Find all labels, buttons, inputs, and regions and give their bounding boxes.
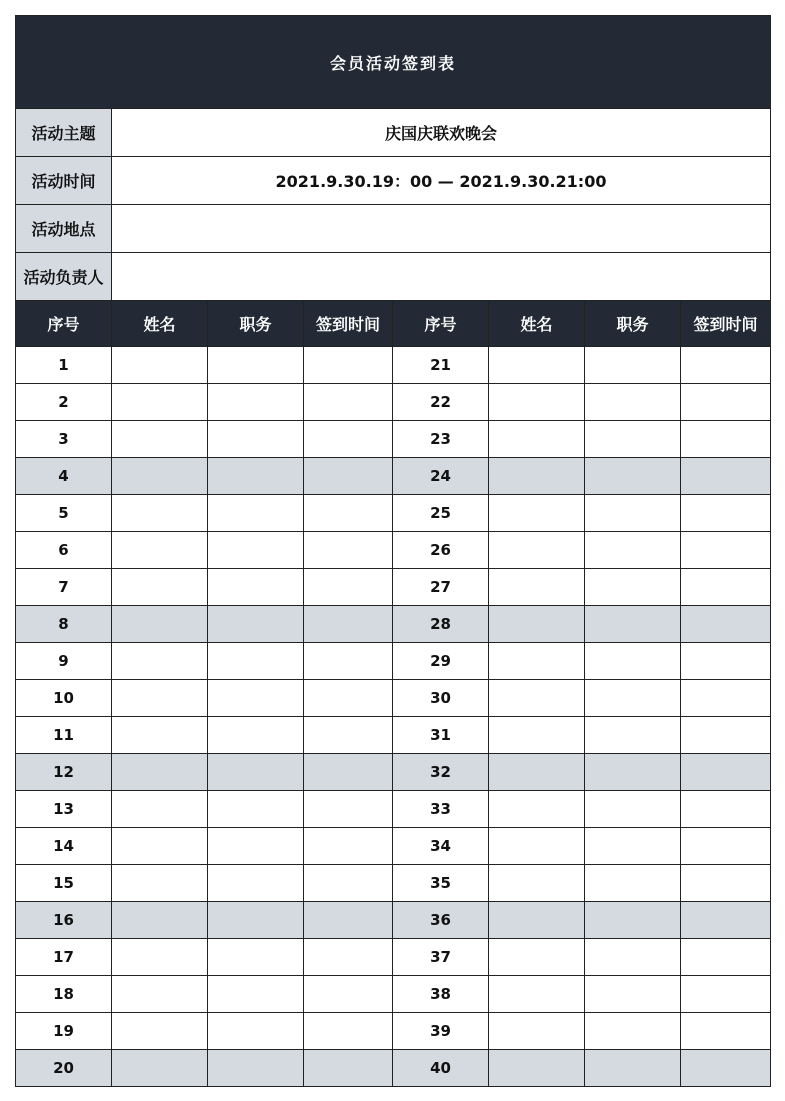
sign-time-cell-right[interactable]: [681, 717, 771, 754]
row-no: 5: [16, 495, 112, 532]
row-no: 10: [16, 680, 112, 717]
name-cell[interactable]: [112, 569, 208, 606]
sign-time-cell-right[interactable]: [681, 458, 771, 495]
row-no-right: 27: [393, 569, 489, 606]
name-cell[interactable]: [112, 1050, 208, 1087]
position-cell[interactable]: [208, 606, 304, 643]
name-cell[interactable]: [112, 865, 208, 902]
table-row: [16, 791, 771, 828]
column-header-no: 序号: [16, 301, 112, 347]
sign-time-cell[interactable]: [304, 680, 393, 717]
sign-time-cell-right[interactable]: [681, 569, 771, 606]
name-cell[interactable]: [112, 347, 208, 384]
row-no-right: 40: [393, 1050, 489, 1087]
row-no-right: 28: [393, 606, 489, 643]
row-no-right: 25: [393, 495, 489, 532]
row-no: 8: [16, 606, 112, 643]
position-cell-right[interactable]: [585, 976, 681, 1013]
sign-time-cell-right[interactable]: [681, 680, 771, 717]
row-no: 7: [16, 569, 112, 606]
name-cell[interactable]: [112, 1013, 208, 1050]
row-no-right: 26: [393, 532, 489, 569]
sign-time-cell[interactable]: [304, 643, 393, 680]
name-cell[interactable]: [112, 902, 208, 939]
position-cell[interactable]: [208, 865, 304, 902]
table-row: [16, 828, 771, 865]
column-header-position: 职务: [208, 301, 304, 347]
name-cell-right[interactable]: [489, 976, 585, 1013]
name-cell-right[interactable]: [489, 1050, 585, 1087]
position-cell[interactable]: [208, 754, 304, 791]
row-no: 17: [16, 939, 112, 976]
sign-time-cell-right[interactable]: [681, 643, 771, 680]
sign-time-cell-right[interactable]: [681, 421, 771, 458]
position-cell[interactable]: [208, 421, 304, 458]
sign-in-sheet: [15, 15, 771, 1087]
table-row: [16, 939, 771, 976]
name-cell-right[interactable]: [489, 1013, 585, 1050]
row-no: 13: [16, 791, 112, 828]
sign-time-cell[interactable]: [304, 939, 393, 976]
row-no: 16: [16, 902, 112, 939]
sign-time-cell[interactable]: [304, 754, 393, 791]
name-cell[interactable]: [112, 791, 208, 828]
name-cell-right[interactable]: [489, 902, 585, 939]
name-cell-right[interactable]: [489, 643, 585, 680]
row-no-right: 23: [393, 421, 489, 458]
sign-time-cell-right[interactable]: [681, 1050, 771, 1087]
sign-time-cell-right[interactable]: [681, 532, 771, 569]
sign-time-cell[interactable]: [304, 458, 393, 495]
position-cell[interactable]: [208, 1050, 304, 1087]
table-row: [16, 1050, 771, 1087]
position-cell-right[interactable]: [585, 532, 681, 569]
column-header-sign-time-right: 签到时间: [681, 301, 771, 347]
sign-time-cell[interactable]: [304, 976, 393, 1013]
position-cell-right[interactable]: [585, 902, 681, 939]
sign-time-cell[interactable]: [304, 865, 393, 902]
row-no: 12: [16, 754, 112, 791]
position-cell-right[interactable]: [585, 1013, 681, 1050]
position-cell[interactable]: [208, 828, 304, 865]
sign-time-cell[interactable]: [304, 384, 393, 421]
position-cell[interactable]: [208, 458, 304, 495]
table-row: [16, 680, 771, 717]
page-title: 会员活动签到表: [16, 16, 771, 109]
info-label-time: 活动时间: [16, 157, 112, 205]
row-no-right: 30: [393, 680, 489, 717]
row-no: 18: [16, 976, 112, 1013]
column-header-row: [16, 301, 771, 347]
row-no-right: 29: [393, 643, 489, 680]
name-cell[interactable]: [112, 976, 208, 1013]
position-cell-right[interactable]: [585, 643, 681, 680]
sign-time-cell[interactable]: [304, 1050, 393, 1087]
row-no: 2: [16, 384, 112, 421]
row-no-right: 37: [393, 939, 489, 976]
sign-time-cell-right[interactable]: [681, 495, 771, 532]
name-cell-right[interactable]: [489, 347, 585, 384]
sign-time-cell[interactable]: [304, 606, 393, 643]
table-row: [16, 458, 771, 495]
row-no-right: 32: [393, 754, 489, 791]
name-cell[interactable]: [112, 680, 208, 717]
position-cell-right[interactable]: [585, 606, 681, 643]
position-cell-right[interactable]: [585, 754, 681, 791]
column-header-no-right: 序号: [393, 301, 489, 347]
table-row: [16, 606, 771, 643]
row-no-right: 22: [393, 384, 489, 421]
name-cell[interactable]: [112, 939, 208, 976]
name-cell-right[interactable]: [489, 828, 585, 865]
row-no-right: 31: [393, 717, 489, 754]
name-cell[interactable]: [112, 532, 208, 569]
table-row: [16, 384, 771, 421]
column-header-name-right: 姓名: [489, 301, 585, 347]
sign-time-cell[interactable]: [304, 902, 393, 939]
sign-time-cell[interactable]: [304, 569, 393, 606]
table-row: [16, 643, 771, 680]
name-cell-right[interactable]: [489, 680, 585, 717]
table-row: [16, 865, 771, 902]
sign-time-cell-right[interactable]: [681, 902, 771, 939]
name-cell-right[interactable]: [489, 754, 585, 791]
row-no: 19: [16, 1013, 112, 1050]
sign-time-cell[interactable]: [304, 495, 393, 532]
position-cell[interactable]: [208, 717, 304, 754]
column-header-name: 姓名: [112, 301, 208, 347]
sign-time-cell[interactable]: [304, 828, 393, 865]
row-no: 9: [16, 643, 112, 680]
sign-time-cell[interactable]: [304, 791, 393, 828]
sign-time-cell[interactable]: [304, 532, 393, 569]
name-cell[interactable]: [112, 421, 208, 458]
row-no: 3: [16, 421, 112, 458]
name-cell-right[interactable]: [489, 717, 585, 754]
table-row: [16, 1013, 771, 1050]
info-value-time[interactable]: 2021.9.30.19：00 — 2021.9.30.21:00: [112, 157, 771, 205]
position-cell-right[interactable]: [585, 865, 681, 902]
info-value-organizer[interactable]: [112, 253, 771, 301]
sign-time-cell-right[interactable]: [681, 791, 771, 828]
name-cell-right[interactable]: [489, 791, 585, 828]
info-label-organizer: 活动负责人: [16, 253, 112, 301]
sign-time-cell-right[interactable]: [681, 828, 771, 865]
name-cell[interactable]: [112, 828, 208, 865]
sign-time-cell[interactable]: [304, 347, 393, 384]
row-no-right: 38: [393, 976, 489, 1013]
table-row: [16, 754, 771, 791]
name-cell-right[interactable]: [489, 532, 585, 569]
position-cell[interactable]: [208, 347, 304, 384]
position-cell-right[interactable]: [585, 1050, 681, 1087]
position-cell-right[interactable]: [585, 458, 681, 495]
position-cell[interactable]: [208, 902, 304, 939]
row-no-right: 34: [393, 828, 489, 865]
sign-time-cell-right[interactable]: [681, 384, 771, 421]
row-no-right: 21: [393, 347, 489, 384]
position-cell[interactable]: [208, 791, 304, 828]
position-cell[interactable]: [208, 1013, 304, 1050]
position-cell[interactable]: [208, 680, 304, 717]
row-no: 11: [16, 717, 112, 754]
table-row: [16, 347, 771, 384]
name-cell[interactable]: [112, 643, 208, 680]
position-cell-right[interactable]: [585, 347, 681, 384]
position-cell-right[interactable]: [585, 384, 681, 421]
position-cell-right[interactable]: [585, 828, 681, 865]
row-no-right: 33: [393, 791, 489, 828]
row-no: 4: [16, 458, 112, 495]
info-value-theme[interactable]: 庆国庆联欢晚会: [112, 109, 771, 157]
table-row: [16, 421, 771, 458]
position-cell[interactable]: [208, 495, 304, 532]
name-cell-right[interactable]: [489, 865, 585, 902]
column-header-sign-time: 签到时间: [304, 301, 393, 347]
sign-time-cell-right[interactable]: [681, 347, 771, 384]
name-cell-right[interactable]: [489, 458, 585, 495]
position-cell-right[interactable]: [585, 569, 681, 606]
row-no: 20: [16, 1050, 112, 1087]
table-row: [16, 495, 771, 532]
sign-time-cell[interactable]: [304, 1013, 393, 1050]
info-value-location[interactable]: [112, 205, 771, 253]
table-row: [16, 532, 771, 569]
row-no: 14: [16, 828, 112, 865]
sign-time-cell-right[interactable]: [681, 1013, 771, 1050]
name-cell-right[interactable]: [489, 495, 585, 532]
row-no-right: 39: [393, 1013, 489, 1050]
position-cell[interactable]: [208, 643, 304, 680]
position-cell-right[interactable]: [585, 717, 681, 754]
row-no: 15: [16, 865, 112, 902]
name-cell[interactable]: [112, 606, 208, 643]
row-no-right: 36: [393, 902, 489, 939]
row-no: 6: [16, 532, 112, 569]
sign-time-cell-right[interactable]: [681, 939, 771, 976]
name-cell[interactable]: [112, 754, 208, 791]
name-cell-right[interactable]: [489, 606, 585, 643]
position-cell-right[interactable]: [585, 680, 681, 717]
row-no-right: 24: [393, 458, 489, 495]
name-cell-right[interactable]: [489, 569, 585, 606]
info-label-theme: 活动主题: [16, 109, 112, 157]
name-cell[interactable]: [112, 384, 208, 421]
name-cell-right[interactable]: [489, 421, 585, 458]
position-cell-right[interactable]: [585, 939, 681, 976]
row-no-right: 35: [393, 865, 489, 902]
sign-time-cell-right[interactable]: [681, 754, 771, 791]
position-cell[interactable]: [208, 569, 304, 606]
name-cell[interactable]: [112, 717, 208, 754]
position-cell-right[interactable]: [585, 791, 681, 828]
table-row: [16, 569, 771, 606]
info-label-location: 活动地点: [16, 205, 112, 253]
position-cell-right[interactable]: [585, 421, 681, 458]
table-row: [16, 717, 771, 754]
name-cell-right[interactable]: [489, 939, 585, 976]
position-cell[interactable]: [208, 939, 304, 976]
sign-time-cell[interactable]: [304, 717, 393, 754]
table-row: [16, 902, 771, 939]
column-header-position-right: 职务: [585, 301, 681, 347]
table-row: [16, 976, 771, 1013]
position-cell[interactable]: [208, 532, 304, 569]
sign-time-cell[interactable]: [304, 421, 393, 458]
position-cell-right[interactable]: [585, 495, 681, 532]
position-cell[interactable]: [208, 976, 304, 1013]
position-cell[interactable]: [208, 384, 304, 421]
row-no: 1: [16, 347, 112, 384]
name-cell-right[interactable]: [489, 384, 585, 421]
name-cell[interactable]: [112, 458, 208, 495]
name-cell[interactable]: [112, 495, 208, 532]
sign-time-cell-right[interactable]: [681, 976, 771, 1013]
sign-time-cell-right[interactable]: [681, 606, 771, 643]
sign-time-cell-right[interactable]: [681, 865, 771, 902]
